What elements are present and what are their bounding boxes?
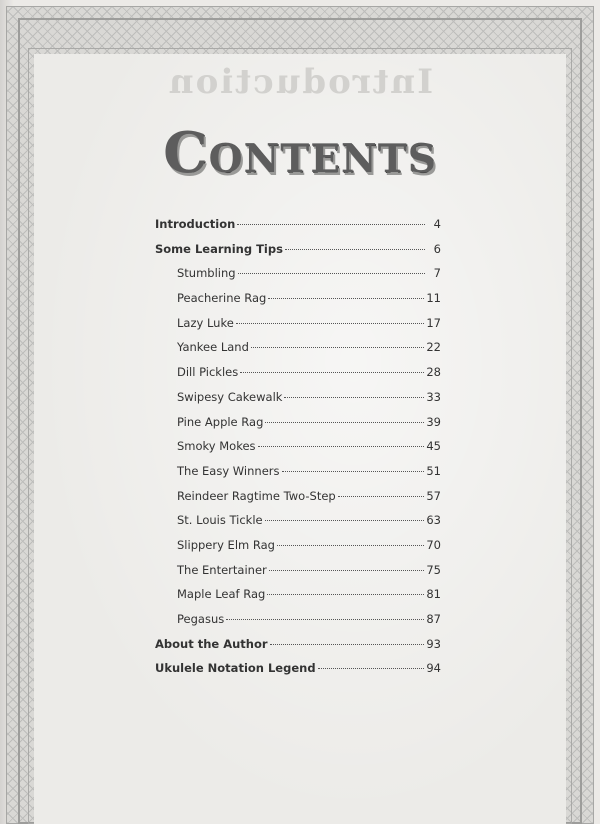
dot-leader <box>269 570 425 571</box>
toc-entry-label: The Entertainer <box>177 562 267 577</box>
toc-entry-page-number: 57 <box>426 488 441 503</box>
dot-leader <box>284 397 424 398</box>
toc-entry-page-number: 22 <box>426 340 441 355</box>
toc-entry-page-number: 75 <box>426 562 441 577</box>
toc-entry <box>155 632 441 657</box>
toc-entry-page-number: 4 <box>433 217 441 231</box>
toc-entry <box>155 335 441 360</box>
toc-entry <box>155 484 441 509</box>
toc-entry-page-number: 7 <box>433 266 441 281</box>
toc-entry-page-number: 70 <box>426 537 441 552</box>
dot-leader <box>251 347 424 348</box>
dot-leader <box>265 422 424 423</box>
toc-entry-label: Stumbling <box>177 266 236 281</box>
toc-entry <box>155 286 441 311</box>
toc-entry-label: Pine Apple Rag <box>177 414 264 429</box>
dot-leader <box>268 298 424 299</box>
dot-leader <box>282 471 425 472</box>
toc-entry-page-number: 33 <box>426 389 441 404</box>
toc-entry-page-number: 39 <box>426 414 441 429</box>
toc-entry <box>155 261 441 286</box>
dot-leader <box>338 496 425 497</box>
toc-entry-page-number: 63 <box>426 513 441 528</box>
toc-entry-label: Maple Leaf Rag <box>177 587 266 602</box>
toc-entry-label: Smoky Mokes <box>177 439 256 454</box>
toc-entry-label: Slippery Elm Rag <box>177 537 275 552</box>
toc-entry-label: Yankee Land <box>177 340 249 355</box>
toc-entry-page-number: 51 <box>426 463 441 478</box>
toc-entry <box>155 558 441 583</box>
dot-leader <box>238 273 425 274</box>
dot-leader <box>267 594 424 595</box>
dot-leader <box>240 372 424 373</box>
toc-entry-label: Pegasus <box>177 612 225 626</box>
toc-entry-page-number: 11 <box>426 291 441 306</box>
toc-entry <box>155 533 441 558</box>
toc-entry-page-number: 28 <box>426 365 441 380</box>
toc-entry-page-number: 81 <box>426 587 441 602</box>
toc-entry-label: Ukulele Notation Legend <box>155 661 316 676</box>
toc-entry-label: Some Learning Tips <box>155 241 283 256</box>
dot-leader <box>318 668 425 669</box>
toc-entry-page-number: 87 <box>426 612 441 626</box>
dot-leader <box>285 249 425 250</box>
dot-leader <box>258 446 425 447</box>
toc-entry <box>155 212 441 237</box>
table-of-contents <box>155 212 441 681</box>
toc-entry <box>155 508 441 533</box>
show-through-heading: Introduction <box>166 62 434 102</box>
toc-entry-page-number: 94 <box>426 661 441 676</box>
toc-entry <box>155 656 441 681</box>
dot-leader <box>270 644 425 645</box>
toc-entry <box>155 237 441 262</box>
dot-leader <box>236 323 425 324</box>
toc-entry <box>155 607 441 632</box>
toc-entry-page-number: 45 <box>426 439 441 454</box>
toc-entry <box>155 311 441 336</box>
toc-entry-page-number: 17 <box>426 315 441 330</box>
toc-entry <box>155 582 441 607</box>
dot-leader <box>265 520 425 521</box>
toc-entry-label: The Easy Winners <box>177 463 280 478</box>
toc-entry-label: Swipesy Cakewalk <box>177 389 283 404</box>
toc-entry-page-number: 6 <box>433 241 441 256</box>
toc-entry <box>155 360 441 385</box>
toc-entry-label: St. Louis Tickle <box>177 513 263 528</box>
toc-entry <box>155 459 441 484</box>
toc-entry-page-number: 93 <box>426 636 441 651</box>
dot-leader <box>237 224 425 225</box>
toc-entry <box>155 434 441 459</box>
page-title: Contents <box>163 120 437 186</box>
dot-leader <box>277 545 424 546</box>
toc-entry-label: About the Author <box>155 636 268 651</box>
toc-entry-label: Introduction <box>155 217 236 231</box>
dot-leader <box>226 619 424 620</box>
toc-entry-label: Dill Pickles <box>177 365 239 380</box>
toc-entry-label: Peacherine Rag <box>177 291 267 306</box>
toc-entry-label: Reindeer Ragtime Two-Step <box>177 488 336 503</box>
toc-entry <box>155 385 441 410</box>
toc-entry <box>155 410 441 435</box>
toc-entry-label: Lazy Luke <box>177 315 234 330</box>
